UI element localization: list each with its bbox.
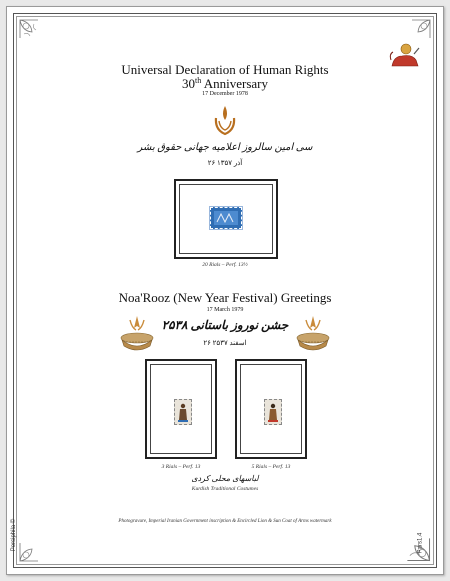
section1-persian-date: ۲۶ آذر ۱۳۵۷ xyxy=(207,159,243,167)
stamp-human-rights-image xyxy=(210,207,242,229)
section2-title: Noa'Rooz (New Year Festival) Greetings xyxy=(118,290,332,305)
section2-costume-caption: Kurdish Traditional Costumes xyxy=(191,486,259,492)
section1-persian-title: سی امین سالروز اعلامیه جهانی حقوق بشر xyxy=(137,142,313,153)
caption-left-stamp: 3 Rials – Perf. 13 xyxy=(161,464,201,470)
section2-date: 17 March 1979 xyxy=(206,307,244,313)
corner-ornament-icon xyxy=(18,537,44,563)
stamp-mount-frame xyxy=(174,179,278,259)
caption-right-stamp: 5 Rials – Perf. 13 xyxy=(251,464,291,470)
haft-sin-ornament-icon xyxy=(118,312,156,356)
copyright-side-label: Persiphila © xyxy=(11,518,18,552)
section2-persian-costume: لباسهای محلی کردی xyxy=(191,474,259,483)
section1-date: 17 December 1978 xyxy=(202,91,248,97)
haft-sin-ornament-icon xyxy=(294,312,332,356)
human-rights-flame-icon xyxy=(212,104,238,138)
page-number-side-label: Pars1.4 xyxy=(417,532,424,554)
section2-persian-date: ۲۶ اسفند ۲۵۳۷ xyxy=(203,339,247,347)
section1-title: Universal Declaration of Human Rights xyxy=(121,62,329,77)
stamp-kurdish-costume-left xyxy=(174,399,192,425)
stamp-mount-frame-left xyxy=(145,359,217,459)
section1-stamp-caption: 20 Rials – Perf. 13½ xyxy=(202,262,248,268)
corner-ornament-icon xyxy=(400,531,432,563)
stamp-kurdish-costume-right xyxy=(264,399,282,425)
section1-subtitle: 30th Anniversary xyxy=(181,76,269,91)
stamp-mount-frame-right xyxy=(235,359,307,459)
footer-printing-note: Photogravure, Imperial Iranian Government inscription & Encircled Lion & Sun Coat of Arms watermark xyxy=(118,519,332,524)
section2-persian-title: جشن نوروز باستانی ۲۵۳۸ xyxy=(161,318,289,332)
corner-ornament-icon xyxy=(18,18,44,44)
corner-ornament-icon xyxy=(406,18,432,44)
